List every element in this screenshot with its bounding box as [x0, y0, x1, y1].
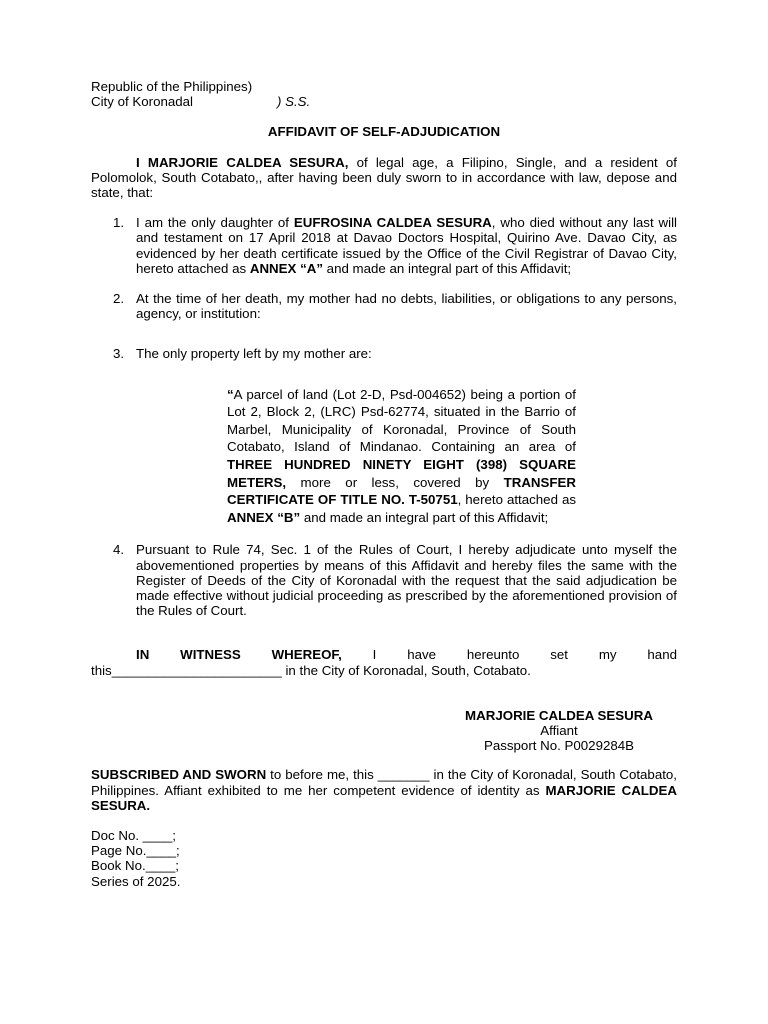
jurat-paragraph	[91, 767, 677, 813]
item-text: I am the only daughter of	[136, 215, 294, 231]
property-description	[227, 386, 576, 527]
affiant-name: MARJORIE CALDEA SESURA	[465, 707, 653, 723]
series-year: Series of 2025.	[91, 873, 181, 889]
venue-block	[91, 79, 677, 109]
property-text: more or less, covered by	[286, 474, 504, 490]
open-quote: “	[227, 386, 234, 402]
item-number: 3.	[113, 346, 125, 362]
property-area: THREE HUNDRED NINETY EIGHT (398) SQUARE METERS,	[227, 456, 576, 490]
property-text: and made an integral part of this Affidavit;	[300, 509, 549, 525]
item-number: 1.	[113, 215, 125, 231]
witness-line-1	[91, 647, 677, 662]
jurat-text: to before me, this _______ in the City of Koronadal, South Cotabato, Philippines. Affiant exhibited to me her competent evidence of identity as	[91, 767, 678, 798]
item-text: Pursuant to Rule 74, Sec. 1 of the Rules of Court, I hereby adjudicate unto myself the abovementioned properties by means of this Affidavit and hereby files the same with the Register of Deeds of the City of Koronadal with the request that the said adjudication be made effective without judicial proceeding as prescribed by the aforementioned provision of the Rules of Court.	[136, 542, 677, 619]
decedent-name: EUFROSINA CALDEA SESURA	[293, 215, 492, 231]
witness-text: I have hereunto set my hand	[341, 647, 677, 663]
affidavit-page	[91, 79, 677, 889]
intro-paragraph	[91, 155, 677, 201]
venue-ss: ) S.S.	[277, 94, 311, 110]
annex-b-label: ANNEX “B”	[227, 509, 301, 525]
book-number: Book No.____;	[91, 858, 179, 874]
passport-number: Passport No. P0029284B	[483, 738, 635, 754]
witness-line-2: this_______________________ in the City of Koronadal, South, Cotabato.	[91, 662, 531, 678]
annex-a-label: ANNEX “A”	[249, 260, 323, 276]
doc-number: Doc No. ____;	[91, 828, 177, 843]
title-number: TRANSFER CERTIFICATE OF TITLE NO. T-50751	[227, 474, 576, 508]
item-number: 2.	[113, 291, 125, 306]
item-3	[91, 346, 677, 361]
signature-block	[452, 708, 666, 754]
item-text: , who died without any last will and testament on 17 April 2018 at Davao Doctors Hospital, Quirino Ave. Davao City, as evidenced by her death certificate issued by the Office of the Civil Registrar of Davao City, hereto attached as	[136, 215, 677, 276]
item-text: The only property left by my mother are:	[136, 346, 372, 362]
item-text: and made an integral part of this Affidavit;	[322, 260, 572, 276]
item-number: 4.	[113, 542, 125, 558]
document-title: AFFIDAVIT OF SELF-ADJUDICATION	[267, 124, 501, 140]
item-text: At the time of her death, my mother had no debts, liabilities, or obligations to any persons, agency, or institution:	[136, 291, 677, 322]
item-1	[91, 215, 677, 276]
jurat-affiant-name: MARJORIE CALDEA SESURA.	[91, 782, 677, 813]
item-2	[91, 291, 677, 321]
item-4	[91, 542, 677, 618]
affiant-label: Affiant	[540, 722, 578, 738]
venue-republic: Republic of the Philippines)	[91, 79, 253, 94]
property-text: A parcel of land (Lot 2-D, Psd-004652) being a portion of Lot 2, Block 2, (LRC) Psd-62774, situated in the Barrio of Marbel, Municipality of Koronadal, Province of South Cotabato, Island of Mindanao. Containing an area of	[227, 386, 576, 455]
jurat-bold: SUBSCRIBED AND SWORN	[91, 767, 267, 783]
intro-text: of legal age, a Filipino, Single, and a resident of Polomolok, South Cotabato,, after having been duly sworn to in accordance with law, depose and state, that:	[91, 154, 677, 200]
intro-name: I MARJORIE CALDEA SESURA,	[136, 154, 349, 170]
venue-city	[91, 94, 677, 109]
page-number: Page No.____;	[91, 843, 180, 859]
property-text: , hereto attached as	[457, 492, 576, 508]
venue-city-name: City of Koronadal	[91, 94, 193, 110]
notary-details	[91, 828, 677, 889]
witness-bold: IN WITNESS WHEREOF,	[136, 647, 342, 663]
witness-paragraph	[91, 647, 677, 677]
